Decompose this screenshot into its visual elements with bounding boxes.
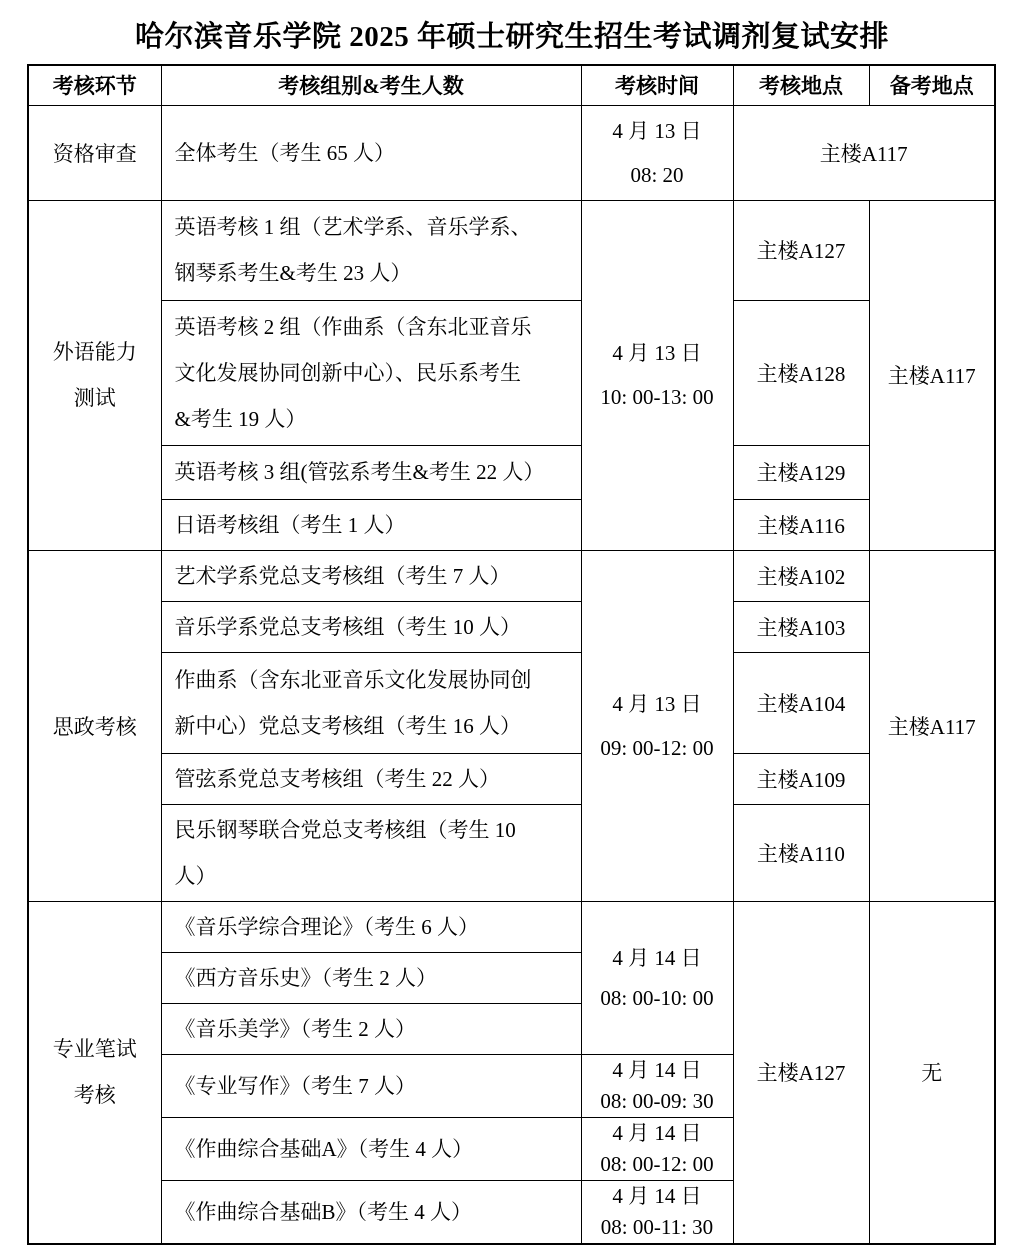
table-header-row [28,65,995,105]
stage-cell-foreign-language-test [28,200,161,550]
time-date: 4 月 13 日 [612,341,702,365]
group-line: 人） [174,863,217,888]
time-date: 4 月 14 日 [612,1057,702,1082]
time-range: 08: 20 [630,162,684,187]
group-cell [161,601,581,652]
table-row [28,652,995,753]
exam-time-cell [581,901,733,1054]
table-row [28,499,995,550]
document-page [0,14,1024,1245]
group-line: 《音乐美学》（考生 2 人） [174,1016,416,1041]
time-date: 4 月 14 日 [612,1183,702,1208]
exam-time-cell [581,200,733,550]
exam-time-cell [581,550,733,901]
schedule-table [27,64,996,1245]
table-row [28,753,995,804]
group-cell [161,499,581,550]
stage-line: 考核 [73,1083,116,1107]
exam-location-cell: 主楼A127 [733,200,869,300]
group-cell [161,300,581,445]
group-line: 英语考核 2 组（作曲系（含东北亚音乐 [174,314,532,339]
exam-location-cell: 主楼A116 [733,499,869,550]
group-line: 《作曲综合基础B》（考生 4 人） [174,1199,473,1224]
time-range: 08: 00-11: 30 [600,1214,714,1239]
group-cell [161,200,581,300]
group-cell [161,1003,581,1054]
group-line: 日语考核组（考生 1 人） [174,512,406,537]
stage-cell-written-exam [28,901,161,1244]
exam-location-cell: 主楼A109 [733,753,869,804]
exam-location-cell: 主楼A129 [733,445,869,499]
group-line: 英语考核 1 组（艺术学系、音乐学系、 [174,215,532,239]
col-header-location: 考核地点 [733,65,869,105]
col-header-group: 考核组别&考生人数 [161,65,581,105]
exam-location-cell: 主楼A117 [733,105,995,200]
group-cell [161,901,581,952]
exam-time-cell [581,1180,733,1244]
group-cell [161,753,581,804]
prep-location-cell: 无 [869,901,995,1244]
exam-location-cell: 主楼A110 [733,804,869,901]
stage-cell-qualification-review: 资格审查 [28,105,161,200]
time-date: 4 月 13 日 [612,691,702,716]
group-cell [161,952,581,1003]
col-header-prep: 备考地点 [869,65,995,105]
exam-location-cell: 主楼A103 [733,601,869,652]
exam-time-cell [581,1054,733,1117]
group-line: 英语考核 3 组(管弦系考生&考生 22 人） [174,460,545,484]
document-title: 哈尔滨音乐学院 2025 年硕士研究生招生考试调剂复试安排 [134,21,889,53]
time-range: 08: 00-09: 30 [600,1088,714,1113]
stage-line: 专业笔试 [52,1037,137,1061]
group-line: &考生 19 人） [174,406,307,431]
time-range: 09: 00-12: 00 [600,735,714,760]
time-range: 10: 00-13: 00 [600,385,714,409]
table-row [28,105,995,200]
prep-location-cell: 主楼A117 [869,550,995,901]
group-line: 民乐钢琴联合党总支考核组（考生 10 [174,817,516,842]
col-header-stage: 考核环节 [28,65,161,105]
group-line: 《专业写作》（考生 7 人） [174,1073,416,1098]
prep-location-cell: 主楼A117 [869,200,995,550]
group-line: 《西方音乐史》（考生 2 人） [174,965,437,990]
time-range: 08: 00-12: 00 [600,1151,714,1176]
time-range: 08: 00-10: 00 [600,985,714,1010]
group-cell [161,804,581,901]
stage-line: 测试 [73,386,116,410]
table-row [28,804,995,901]
table-row [28,550,995,601]
group-line: 管弦系党总支考核组（考生 22 人） [174,766,500,791]
exam-time-cell [581,1117,733,1180]
group-cell [161,105,581,200]
group-cell [161,445,581,499]
exam-location-cell: 主楼A127 [733,901,869,1244]
group-cell [161,1054,581,1117]
col-header-time: 考核时间 [581,65,733,105]
stage-line: 外语能力 [52,340,137,364]
table-row [28,901,995,952]
group-cell [161,1180,581,1244]
exam-time-cell [581,105,733,200]
group-cell [161,1117,581,1180]
group-line: 《音乐学综合理论》（考生 6 人） [174,914,479,939]
time-date: 4 月 14 日 [612,945,702,970]
group-line: 作曲系（含东北亚音乐文化发展协同创 [174,667,532,692]
group-line: 全体考生（考生 65 人） [174,140,395,165]
table-row [28,601,995,652]
group-line: 艺术学系党总支考核组（考生 7 人） [174,563,511,588]
group-line: 《作曲综合基础A》（考生 4 人） [174,1136,474,1161]
time-date: 4 月 13 日 [612,118,702,143]
group-cell [161,652,581,753]
stage-cell-ideology-assessment: 思政考核 [28,550,161,901]
group-line: 新中心）党总支考核组（考生 16 人） [174,713,521,738]
table-row [28,445,995,499]
exam-location-cell: 主楼A104 [733,652,869,753]
group-line: 音乐学系党总支考核组（考生 10 人） [174,614,521,639]
exam-location-cell: 主楼A128 [733,300,869,445]
group-cell [161,550,581,601]
group-line: 钢琴系考生&考生 23 人） [174,261,412,285]
group-line: 文化发展协同创新中心）、民乐系考生 [174,360,521,385]
exam-location-cell: 主楼A102 [733,550,869,601]
time-date: 4 月 14 日 [612,1120,702,1145]
table-row [28,200,995,300]
table-row [28,300,995,445]
